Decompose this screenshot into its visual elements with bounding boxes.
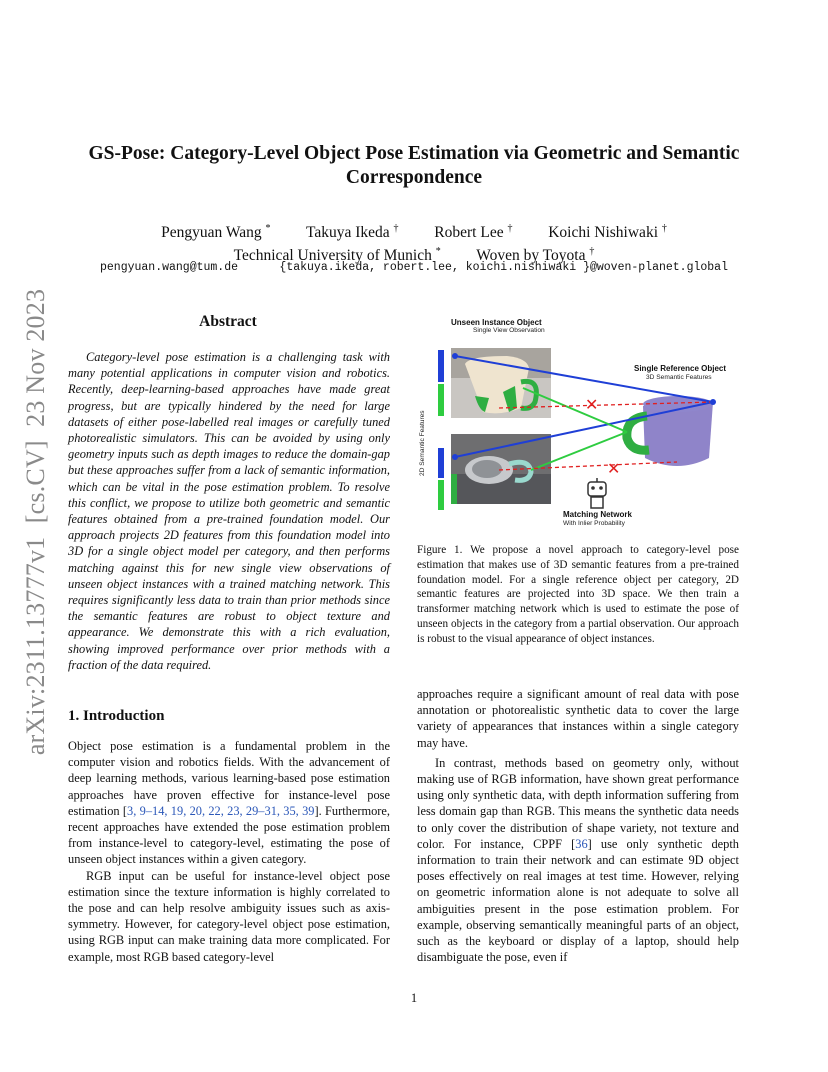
- affiliation-2-mark: †: [589, 246, 595, 257]
- matching-network-title: Matching Network: [563, 510, 632, 519]
- right-column-text: [417, 686, 739, 965]
- figure-1: [417, 312, 739, 534]
- unseen-object-title: Unseen Instance Object: [451, 318, 542, 327]
- unseen-object-subtitle: Single View Observation: [473, 327, 545, 334]
- feature-bar-green-top: [438, 384, 444, 416]
- affiliation-1: Technical University of Munich: [233, 247, 432, 264]
- right-paragraph-2: [417, 755, 739, 966]
- reject-x-top: ✕: [585, 397, 599, 414]
- citation-link-cppf[interactable]: 36: [575, 836, 588, 851]
- reject-x-bottom: ✕: [607, 461, 621, 478]
- feature-bar-blue-bottom: [438, 448, 444, 478]
- author-2: Takuya Ikeda: [305, 224, 390, 241]
- reference-object-title: Single Reference Object: [634, 364, 727, 373]
- title-line-1: GS-Pose: Category-Level Object Pose Estimation via Geometric and Semantic: [88, 143, 740, 164]
- page-number: 1: [410, 991, 418, 1005]
- author-3-mark: †: [507, 223, 513, 234]
- right-p2-text-b: ] use only synthetic depth information to train their network and can estimate 9D object poses effectively on real images at test time. However, relying on geometric information alone is not adequate to solve all ambiguities present in the pose estimation problem. For example, observing semantically meaningful parts of an object, such as the keyboard or display of a laptop, should help disambiguate the pose, even if: [417, 836, 740, 965]
- side-label: 2D Semantic Features: [419, 410, 426, 476]
- feature-bar-green-bottom: [438, 480, 444, 510]
- side-label-wrap: [417, 396, 433, 476]
- author-4: Koichi Nishiwaki: [548, 224, 658, 241]
- intro-paragraph-1: [68, 738, 390, 868]
- figure-1-caption: Figure 1. We propose a novel approach to category-level pose estimation that makes use of 3D semantic features from a pre-trained foundation model. For a single reference object per category, 2D semantic features are projected into 3D space. We then train a transformer matching network which is used to estimate the pose of unseen objects in the category from a partial observation. Our approach is robust to the visual appearance of object instances.: [417, 544, 739, 645]
- arxiv-stamp-text: arXiv:2311.13777v1 [cs.CV] 23 Nov 2023: [21, 288, 50, 756]
- author-4-mark: †: [661, 223, 667, 234]
- affiliation-1-mark: *: [435, 246, 441, 257]
- author-2-mark: †: [393, 223, 399, 234]
- section-heading-introduction: 1. Introduction: [68, 708, 165, 724]
- intro-p1-text-a: Object pose estimation is a fundamental problem in the computer vision and robotics fields. With the advancement of deep learning methods, various learning-based pose estimation approaches have proven effective for instance-level pose estimation [: [68, 739, 390, 818]
- abstract-heading: Abstract: [199, 313, 257, 330]
- reference-object-cup: [627, 396, 713, 466]
- author-1: Pengyuan Wang: [161, 224, 262, 241]
- abstract-text: Category-level pose estimation is a challenging task with many potential applications in computer vision and robotics. Recently, deep-learning-based approaches have made great progress, but are typically hindered by the need for large datasets of either pose-labelled real images or carefully tuned photorealistic simulators. This can be avoided by using only geometry inputs such as depth images to reduce the domain-gap but these approaches suffer from a lack of semantic information, which can be vital in the pose estimation problem. To resolve this conflict, we propose to utilize both geometric and semantic features obtained from a pre-trained foundation model. Our approach projects 2D features from this foundation model into 3D for a single object model per category, and then performs matching against this for new single view observations of unseen object instances with a trained matching network. This requires significantly less data to train than prior methods since the semantic features are robust to object texture and appearance. We demonstrate this with a rich evaluation, showing improved performance over prior methods with a fraction of the data required.: [68, 350, 390, 672]
- feature-bar-blue-top: [438, 350, 444, 382]
- author-emails: pengyuan.wang@tum.de {takuya.ikeda, robert.lee, koichi.nishiwaki }@woven-planet.global: [99, 261, 728, 274]
- right-paragraph-1: approaches require a significant amount of real data with pose annotation or photorealistic synthetic data to cover the large variety of appearances that instances within a single category may have.: [417, 687, 739, 750]
- arxiv-stamp: [21, 282, 50, 762]
- figure-1-graphic: [417, 312, 739, 534]
- right-p2-text-a: In contrast, methods based on geometry only, without making use of RGB information, have shown great performance using only synthetic data, with depth information suffering from less domain gap than RGB. This means the synthetic data needs to only cover the distribution of shape variety, not texture and color. For instance, CPPF [: [417, 755, 739, 851]
- intro-p1-text-b: ]. Furthermore, recent approaches have extended the pose estimation problem from instance-level to category-level, estimating the pose of unseen object instances within a given category.: [68, 803, 391, 867]
- matching-network-subtitle: With Inlier Probability: [563, 520, 625, 527]
- reference-object-subtitle: 3D Semantic Features: [646, 374, 712, 381]
- affiliation-2: Woven by Toyota: [476, 247, 586, 264]
- intro-paragraph-2: RGB input can be useful for instance-level object pose estimation since the texture information is highly correlated to the pose and can help resolve ambiguity issues such as axis-symmetry. However, for category-level object pose estimation, using RGB input can make training data more complicated. For example, most RGB based category-level: [68, 868, 390, 964]
- author-1-mark: *: [265, 223, 271, 234]
- title-line-2: Correspondence: [345, 167, 483, 188]
- paper-title: [60, 142, 768, 190]
- author-names: [60, 219, 768, 242]
- citation-link[interactable]: 3, 9–14, 19, 20, 22, 23, 29–31, 35, 39: [127, 803, 315, 818]
- left-column-text: [68, 738, 390, 965]
- author-block: [60, 219, 768, 265]
- author-3: Robert Lee: [434, 224, 504, 241]
- robot-icon: [588, 478, 606, 508]
